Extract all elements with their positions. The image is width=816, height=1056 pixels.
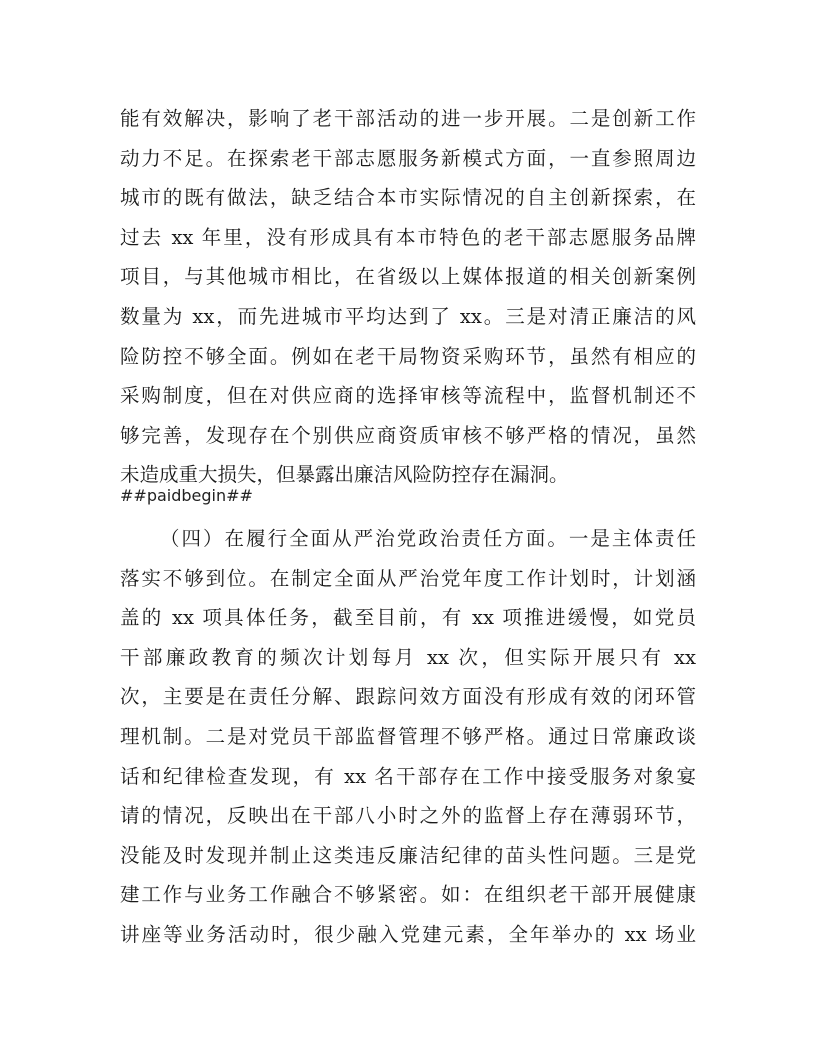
paragraph-line: 险防控不够全面。例如在老干局物资采购环节，虽然有相应的 [120, 344, 696, 368]
paragraph-line: 过去 xx 年里，没有形成具有本市特色的老干部志愿服务品牌 [120, 225, 696, 249]
paragraph-line: 采购制度，但在对供应商的选择审核等流程中，监督机制还不 [120, 384, 696, 408]
paragraph-line: 城市的既有做法，缺乏结合本市实际情况的自主创新探索，在 [120, 186, 696, 210]
paid-begin-marker: ##paidbegin## [120, 486, 253, 505]
paid-marker-block [120, 476, 696, 516]
paragraph-line: 未造成重大损失，但暴露出廉洁风险防控存在漏洞。 [120, 463, 569, 487]
paragraph-line: 动力不足。在探索老干部志愿服务新模式方面，一直参照周边 [120, 146, 696, 170]
paragraph-line: 落实不够到位。在制定全面从严治党年度工作计划时，计划涵 [120, 566, 696, 590]
paragraph-line: 项目，与其他城市相比，在省级以上媒体报道的相关创新案例 [120, 265, 696, 289]
paragraph-line: 能有效解决，影响了老干部活动的进一步开展。二是创新工作 [120, 107, 696, 130]
paragraph-line: 建工作与业务工作融合不够紧密。如：在组织老干部开展健康 [120, 883, 696, 907]
paragraph-line: 话和纪律检查发现，有 xx 名干部存在工作中接受服务对象宴 [120, 764, 696, 788]
paragraph-line: 数量为 xx，而先进城市平均达到了 xx。三是对清正廉洁的风 [120, 304, 696, 328]
paragraph-1 [120, 99, 696, 495]
paragraph-line: 请的情况，反映出在干部八小时之外的监督上存在薄弱环节， [120, 804, 696, 828]
paragraph-line: 够完善，发现存在个别供应商资质审核不够严格的情况，虽然 [120, 423, 696, 447]
paragraph-line: 没能及时发现并制止这类违反廉洁纪律的苗头性问题。三是党 [120, 843, 696, 867]
paragraph-2 [120, 519, 696, 955]
paragraph-line: 盖的 xx 项具体任务，截至目前，有 xx 项推进缓慢，如党员 [120, 606, 696, 630]
paragraph-line: （四）在履行全面从严治党政治责任方面。一是主体责任 [160, 527, 696, 550]
paragraph-line: 干部廉政教育的频次计划每月 xx 次，但实际开展只有 xx [120, 645, 696, 669]
paragraph-line: 次，主要是在责任分解、跟踪问效方面没有形成有效的闭环管 [120, 685, 696, 709]
paragraph-line: 理机制。二是对党员干部监督管理不够严格。通过日常廉政谈 [120, 724, 696, 748]
paragraph-line: 讲座等业务活动时，很少融入党建元素，全年举办的 xx 场业 [120, 922, 696, 946]
